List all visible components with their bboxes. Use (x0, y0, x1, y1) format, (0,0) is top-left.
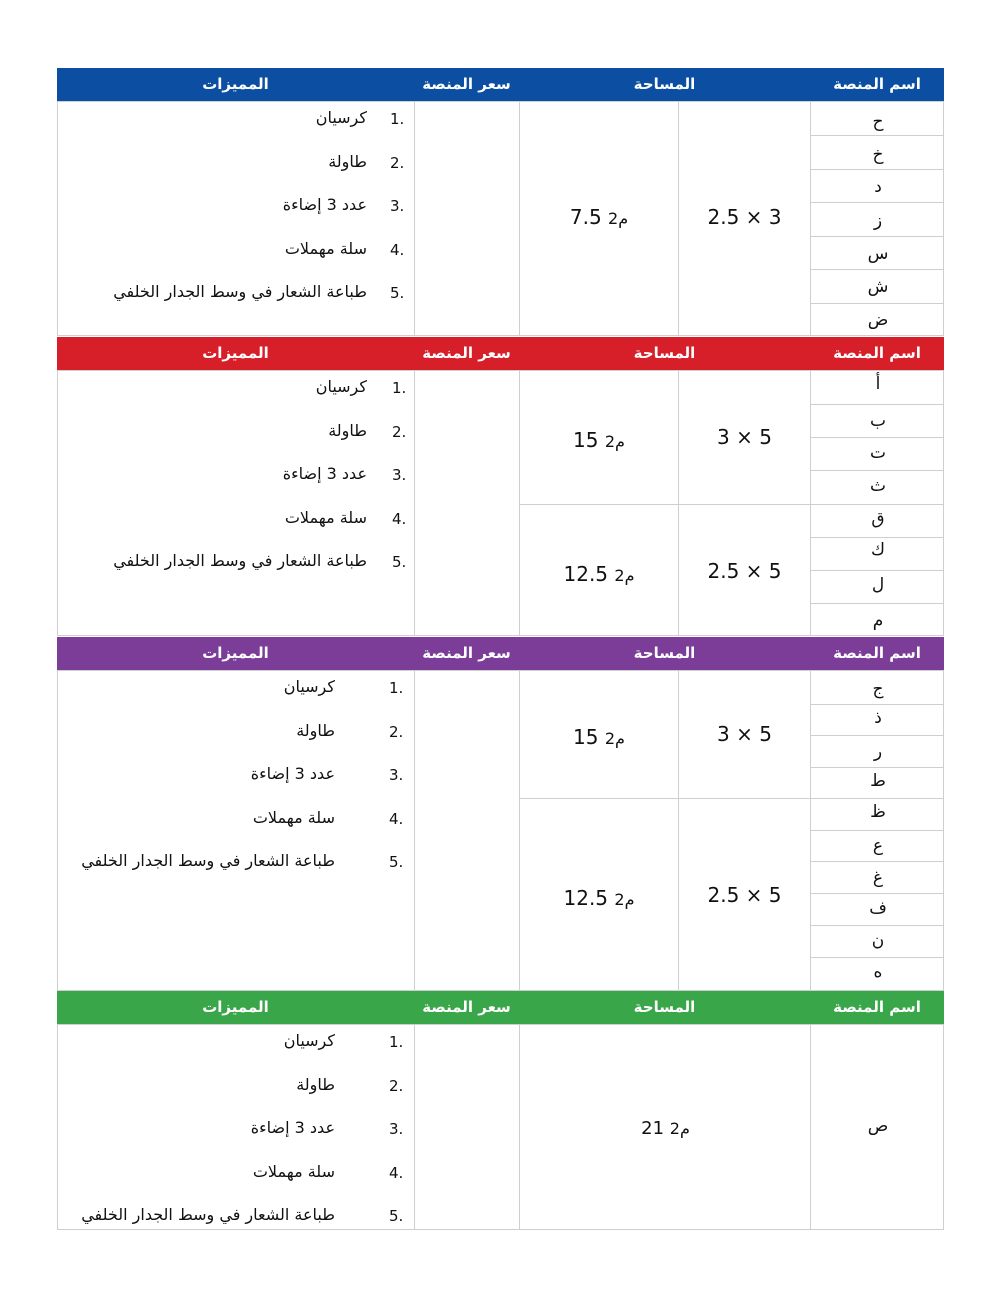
header-name: اسم المنصة (833, 344, 921, 362)
table-header-green (57, 991, 944, 1024)
feature-number: 2. (392, 423, 407, 441)
feature-number: 1. (390, 110, 405, 128)
header-features: المميزات (202, 644, 269, 662)
stand-area: 15 م2 (573, 725, 625, 749)
table-header-blue (57, 68, 944, 101)
feature-item: كرسيان (283, 1031, 335, 1050)
table-block-3 (57, 637, 944, 991)
platform-name: ذ (874, 708, 882, 728)
platform-name: س (867, 244, 889, 264)
feature-item: طباعة الشعار في وسط الجدار الخلفي (81, 1205, 335, 1224)
header-area: المساحة (633, 344, 696, 362)
platform-name: ر (873, 742, 883, 762)
feature-item: طباعة الشعار في وسط الجدار الخلفي (113, 282, 367, 301)
header-price: سعر المنصة (422, 644, 511, 662)
platform-name: ك (870, 540, 885, 560)
stand-dimensions: 3 × 5 (717, 722, 772, 746)
platform-name: ب (869, 411, 886, 431)
feature-item: طباعة الشعار في وسط الجدار الخلفي (113, 551, 367, 570)
table-body (57, 670, 944, 991)
feature-item: عدد 3 إضاءة (282, 195, 367, 214)
table-header-purple (57, 637, 944, 670)
stand-area: 12.5 م2 (563, 886, 635, 910)
feature-item: طاولة (296, 1075, 335, 1094)
feature-number: 3. (390, 197, 405, 215)
platform-name: ظ (870, 802, 886, 822)
feature-number: 5. (389, 853, 404, 871)
platform-name: أ (875, 374, 881, 394)
table-block-2 (57, 337, 944, 636)
header-features: المميزات (202, 998, 269, 1016)
platform-name: ل (871, 575, 885, 595)
stand-area: 15 م2 (573, 428, 625, 452)
platform-name: غ (872, 868, 884, 888)
feature-number: 1. (392, 379, 407, 397)
platform-name: ح (872, 112, 884, 132)
feature-item: سلة مهملات (284, 508, 367, 527)
table-body (57, 1024, 944, 1230)
feature-number: 2. (389, 1077, 404, 1095)
feature-number: 5. (390, 284, 405, 302)
stand-area: 12.5 م2 (563, 562, 635, 586)
feature-number: 3. (389, 766, 404, 784)
feature-number: 1. (389, 679, 404, 697)
feature-number: 3. (389, 1120, 404, 1138)
platform-name: ه (873, 962, 883, 982)
table-header-red (57, 337, 944, 370)
platform-name: ف (869, 898, 887, 918)
platform-name: ث (869, 476, 886, 496)
feature-item: طاولة (328, 421, 367, 440)
stand-area: 21 م2 (641, 1118, 690, 1139)
feature-number: 2. (390, 154, 405, 172)
platform-name: ض (867, 310, 889, 330)
feature-item: كرسيان (315, 108, 367, 127)
feature-number: 3. (392, 466, 407, 484)
feature-number: 2. (389, 723, 404, 741)
platform-name: ن (871, 931, 885, 951)
feature-item: طاولة (296, 721, 335, 740)
table-body (57, 370, 944, 636)
feature-item: طباعة الشعار في وسط الجدار الخلفي (81, 851, 335, 870)
header-price: سعر المنصة (422, 75, 511, 93)
platform-name: ت (869, 443, 886, 463)
platform-name: د (874, 177, 882, 197)
platform-name: ج (872, 679, 884, 699)
feature-item: سلة مهملات (284, 239, 367, 258)
stand-dimensions: 2.5 × 5 (707, 883, 782, 907)
platform-name: م (872, 611, 884, 631)
platform-name: ص (867, 1116, 889, 1136)
header-name: اسم المنصة (833, 998, 921, 1016)
platform-name: ز (873, 211, 883, 231)
header-name: اسم المنصة (833, 75, 921, 93)
table-block-1 (57, 68, 944, 336)
header-price: سعر المنصة (422, 344, 511, 362)
feature-number: 4. (389, 1164, 404, 1182)
table-block-4 (57, 991, 944, 1230)
stand-dimensions: 3 × 5 (717, 425, 772, 449)
header-name: اسم المنصة (833, 644, 921, 662)
platform-name: خ (872, 145, 884, 165)
header-area: المساحة (633, 644, 696, 662)
feature-item: عدد 3 إضاءة (282, 464, 367, 483)
header-price: سعر المنصة (422, 998, 511, 1016)
table-body (57, 101, 944, 336)
stand-dimensions: 2.5 × 3 (707, 205, 782, 229)
feature-number: 5. (392, 553, 407, 571)
feature-item: عدد 3 إضاءة (250, 1118, 335, 1137)
header-area: المساحة (633, 75, 696, 93)
feature-number: 4. (392, 510, 407, 528)
feature-number: 1. (389, 1033, 404, 1051)
feature-item: عدد 3 إضاءة (250, 764, 335, 783)
feature-item: كرسيان (283, 677, 335, 696)
header-features: المميزات (202, 75, 269, 93)
feature-item: سلة مهملات (252, 808, 335, 827)
stand-dimensions: 2.5 × 5 (707, 559, 782, 583)
platform-name: ش (867, 277, 889, 297)
feature-item: سلة مهملات (252, 1162, 335, 1181)
platform-name: ع (872, 836, 884, 856)
header-features: المميزات (202, 344, 269, 362)
feature-number: 4. (390, 241, 405, 259)
feature-item: كرسيان (315, 377, 367, 396)
header-area: المساحة (633, 998, 696, 1016)
feature-number: 5. (389, 1207, 404, 1225)
platform-name: ق (871, 509, 885, 529)
feature-item: طاولة (328, 152, 367, 171)
feature-number: 4. (389, 810, 404, 828)
platform-name: ط (870, 771, 886, 791)
stand-area: 7.5 م2 (569, 205, 629, 229)
